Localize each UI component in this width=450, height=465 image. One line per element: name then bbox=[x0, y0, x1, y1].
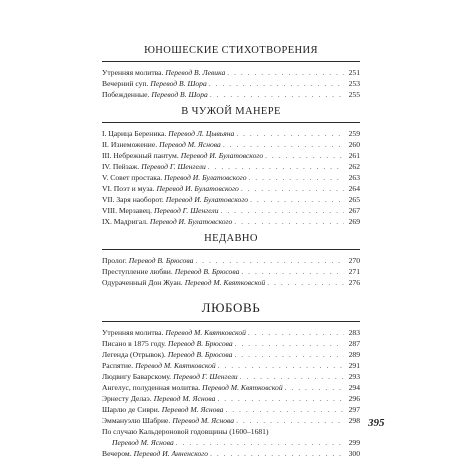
entry-title: Побежденные. bbox=[102, 90, 150, 99]
toc-entry bbox=[102, 393, 360, 404]
entry-page-number: 296 bbox=[348, 394, 360, 403]
entry-title: Эммануэлю Шабрие. bbox=[102, 416, 171, 425]
entry-title: Утренняя молитва. bbox=[102, 68, 164, 77]
entry-page-number: 251 bbox=[348, 68, 360, 77]
entry-translator: Перевод В. Шора bbox=[151, 90, 208, 99]
entry-translator: Перевод М. Яснова bbox=[172, 416, 235, 425]
entry-page-number: 270 bbox=[348, 256, 360, 265]
entry-title: Вечерний суп. bbox=[102, 79, 149, 88]
entry-page-number: 265 bbox=[348, 195, 360, 204]
toc-entry bbox=[102, 437, 360, 448]
entry-page-number: 255 bbox=[348, 90, 360, 99]
entry-title: VII. Заря наоборот. bbox=[102, 195, 164, 204]
entry-title: Ангелус, полуденная молитва. bbox=[102, 383, 201, 392]
toc-entry bbox=[102, 349, 360, 360]
section-rule bbox=[102, 122, 360, 123]
entry-page-number: 291 bbox=[348, 361, 360, 370]
entry-title: Эрнесту Делаэ. bbox=[102, 394, 152, 403]
entry-translator: Перевод И. Булатовского bbox=[149, 217, 233, 226]
dot-leader bbox=[217, 393, 344, 404]
entry-page-number: 293 bbox=[348, 372, 360, 381]
entry-title: III. Небрежный пантум. bbox=[102, 151, 179, 160]
entry-page-number: 259 bbox=[348, 129, 360, 138]
entry-translator: Перевод В. Шора bbox=[150, 79, 207, 88]
entry-translator: Перевод М. Яснова bbox=[112, 438, 174, 447]
toc-entry bbox=[102, 161, 360, 172]
dot-leader bbox=[210, 89, 344, 100]
dot-leader bbox=[241, 266, 344, 277]
dot-leader bbox=[241, 183, 344, 194]
entry-title: Преступление любви. bbox=[102, 267, 173, 276]
entry-page-number: 263 bbox=[348, 173, 360, 182]
toc-entry bbox=[102, 205, 360, 216]
toc-entry bbox=[102, 426, 360, 437]
entry-title: Утренняя молитва. bbox=[102, 328, 164, 337]
dot-leader bbox=[218, 360, 344, 371]
entry-title: По случаю Кальдероновой годовщины (1600–1681) bbox=[102, 427, 269, 436]
entry-title: Одураченный Дон Жуан. bbox=[102, 278, 183, 287]
section-rule bbox=[102, 321, 360, 322]
toc-entry bbox=[102, 89, 360, 100]
entry-translator: Перевод В. Брюсова bbox=[167, 350, 233, 359]
dot-leader bbox=[240, 371, 344, 382]
dot-leader bbox=[209, 78, 344, 89]
entry-title: Писано в 1875 году. bbox=[102, 339, 167, 348]
entry-translator: Перевод М. Квятковской bbox=[184, 278, 266, 287]
toc-entry bbox=[102, 139, 360, 150]
toc-section bbox=[102, 106, 360, 227]
entry-title: VIII. Мерзавец. bbox=[102, 206, 153, 215]
entry-page-number: 297 bbox=[348, 405, 360, 414]
toc-entry bbox=[102, 183, 360, 194]
toc-section bbox=[102, 233, 360, 288]
toc-entry bbox=[102, 404, 360, 415]
entry-translator: Перевод М. Квятковской bbox=[202, 383, 283, 392]
entry-title: IV. Пейзаж. bbox=[102, 162, 140, 171]
dot-leader bbox=[227, 67, 344, 78]
section-heading: ЮНОШЕСКИЕ СТИХОТВОРЕНИЯ bbox=[144, 45, 318, 56]
entry-title: I. Царица Береника. bbox=[102, 129, 167, 138]
section-heading: ЛЮБОВЬ bbox=[201, 300, 261, 315]
dot-leader bbox=[176, 437, 344, 448]
entry-translator: Перевод М. Яснова bbox=[161, 405, 224, 414]
dot-leader bbox=[249, 172, 345, 183]
dot-leader bbox=[221, 205, 344, 216]
entry-title: VI. Поэт и муза. bbox=[102, 184, 155, 193]
toc-section bbox=[102, 300, 360, 459]
dot-leader bbox=[267, 277, 344, 288]
entry-page-number: 264 bbox=[348, 184, 360, 193]
toc-entry bbox=[102, 172, 360, 183]
entry-title: Распятие. bbox=[102, 361, 134, 370]
entry-page-number: 294 bbox=[348, 383, 360, 392]
dot-leader bbox=[225, 404, 344, 415]
entry-translator: Перевод Г. Шенгели bbox=[141, 162, 206, 171]
toc-entry bbox=[102, 266, 360, 277]
section-heading: В ЧУЖОЙ МАНЕРЕ bbox=[181, 106, 281, 117]
dot-leader bbox=[285, 382, 344, 393]
entry-translator: Перевод Г. Шенгели bbox=[173, 372, 238, 381]
toc-entry bbox=[102, 338, 360, 349]
entry-page-number: 267 bbox=[348, 206, 360, 215]
dot-leader bbox=[234, 216, 344, 227]
entry-page-number: 262 bbox=[348, 162, 360, 171]
entry-page-number: 271 bbox=[348, 267, 360, 276]
dot-leader bbox=[195, 255, 344, 266]
toc-entry bbox=[102, 255, 360, 266]
entry-translator: Перевод И. Булатовского bbox=[180, 151, 264, 160]
entry-translator: Перевод М. Квятковской bbox=[165, 328, 246, 337]
dot-leader bbox=[265, 150, 344, 161]
entry-title: Вечером. bbox=[102, 449, 132, 458]
toc-entry bbox=[102, 382, 360, 393]
entry-translator: Перевод И. Анненского bbox=[133, 449, 209, 458]
toc-entry bbox=[102, 216, 360, 227]
toc-entry bbox=[102, 415, 360, 426]
entry-page-number: 289 bbox=[348, 350, 360, 359]
toc-entry bbox=[102, 360, 360, 371]
dot-leader bbox=[223, 139, 344, 150]
entry-page-number: 300 bbox=[348, 449, 360, 458]
toc-section bbox=[102, 45, 360, 100]
toc-entry bbox=[102, 78, 360, 89]
dot-leader bbox=[235, 338, 344, 349]
entry-translator: Перевод И. Булатовского bbox=[164, 173, 247, 182]
entry-page-number: 269 bbox=[348, 217, 360, 226]
section-heading: НЕДАВНО bbox=[204, 233, 258, 244]
toc-entry bbox=[102, 327, 360, 338]
page-number: 395 bbox=[368, 417, 385, 429]
toc-entry bbox=[102, 150, 360, 161]
entry-page-number: 283 bbox=[348, 328, 360, 337]
entry-page-number: 260 bbox=[348, 140, 360, 149]
entry-title: Легенда (Отрывок). bbox=[102, 350, 166, 359]
entry-title: Пролог. bbox=[102, 256, 127, 265]
entry-page-number: 276 bbox=[348, 278, 360, 287]
entry-translator: Перевод В. Брюсова bbox=[128, 256, 194, 265]
entry-page-number: 253 bbox=[348, 79, 360, 88]
toc-entry bbox=[102, 371, 360, 382]
entry-title: IX. Мадригал. bbox=[102, 217, 148, 226]
entry-title: Шарлю де Сиври. bbox=[102, 405, 160, 414]
dot-leader bbox=[234, 349, 344, 360]
entry-translator: Перевод Г. Шенгели bbox=[154, 206, 219, 215]
section-rule bbox=[102, 61, 360, 62]
entry-title: II. Изнеможение. bbox=[102, 140, 158, 149]
dot-leader bbox=[248, 327, 344, 338]
table-of-contents bbox=[102, 45, 360, 465]
toc-entry bbox=[102, 277, 360, 288]
entry-page-number: 299 bbox=[348, 438, 360, 447]
toc-entry bbox=[102, 128, 360, 139]
entry-translator: Перевод И. Булатовского bbox=[156, 184, 239, 193]
entry-translator: Перевод В. Брюсова bbox=[168, 339, 233, 348]
toc-entry bbox=[102, 67, 360, 78]
entry-translator: Перевод М. Яснова bbox=[153, 394, 216, 403]
entry-translator: Перевод Л. Цывьяна bbox=[168, 129, 235, 138]
section-rule bbox=[102, 249, 360, 250]
dot-leader bbox=[236, 128, 344, 139]
entry-title: V. Совет простака. bbox=[102, 173, 163, 182]
dot-leader bbox=[236, 415, 344, 426]
entry-page-number: 287 bbox=[348, 339, 360, 348]
toc-entry bbox=[102, 194, 360, 205]
entry-translator: Перевод М. Яснова bbox=[159, 140, 221, 149]
dot-leader bbox=[250, 194, 344, 205]
entry-page-number: 298 bbox=[348, 416, 360, 425]
entry-translator: Перевод В. Брюсова bbox=[174, 267, 240, 276]
entry-page-number: 261 bbox=[348, 151, 360, 160]
entry-translator: Перевод В. Левика bbox=[165, 68, 226, 77]
entry-title: Людвигу Баварскому. bbox=[102, 372, 172, 381]
entry-translator: Перевод И. Булатовского bbox=[165, 195, 249, 204]
entry-translator: Перевод М. Квятковской bbox=[135, 361, 216, 370]
dot-leader bbox=[208, 161, 344, 172]
